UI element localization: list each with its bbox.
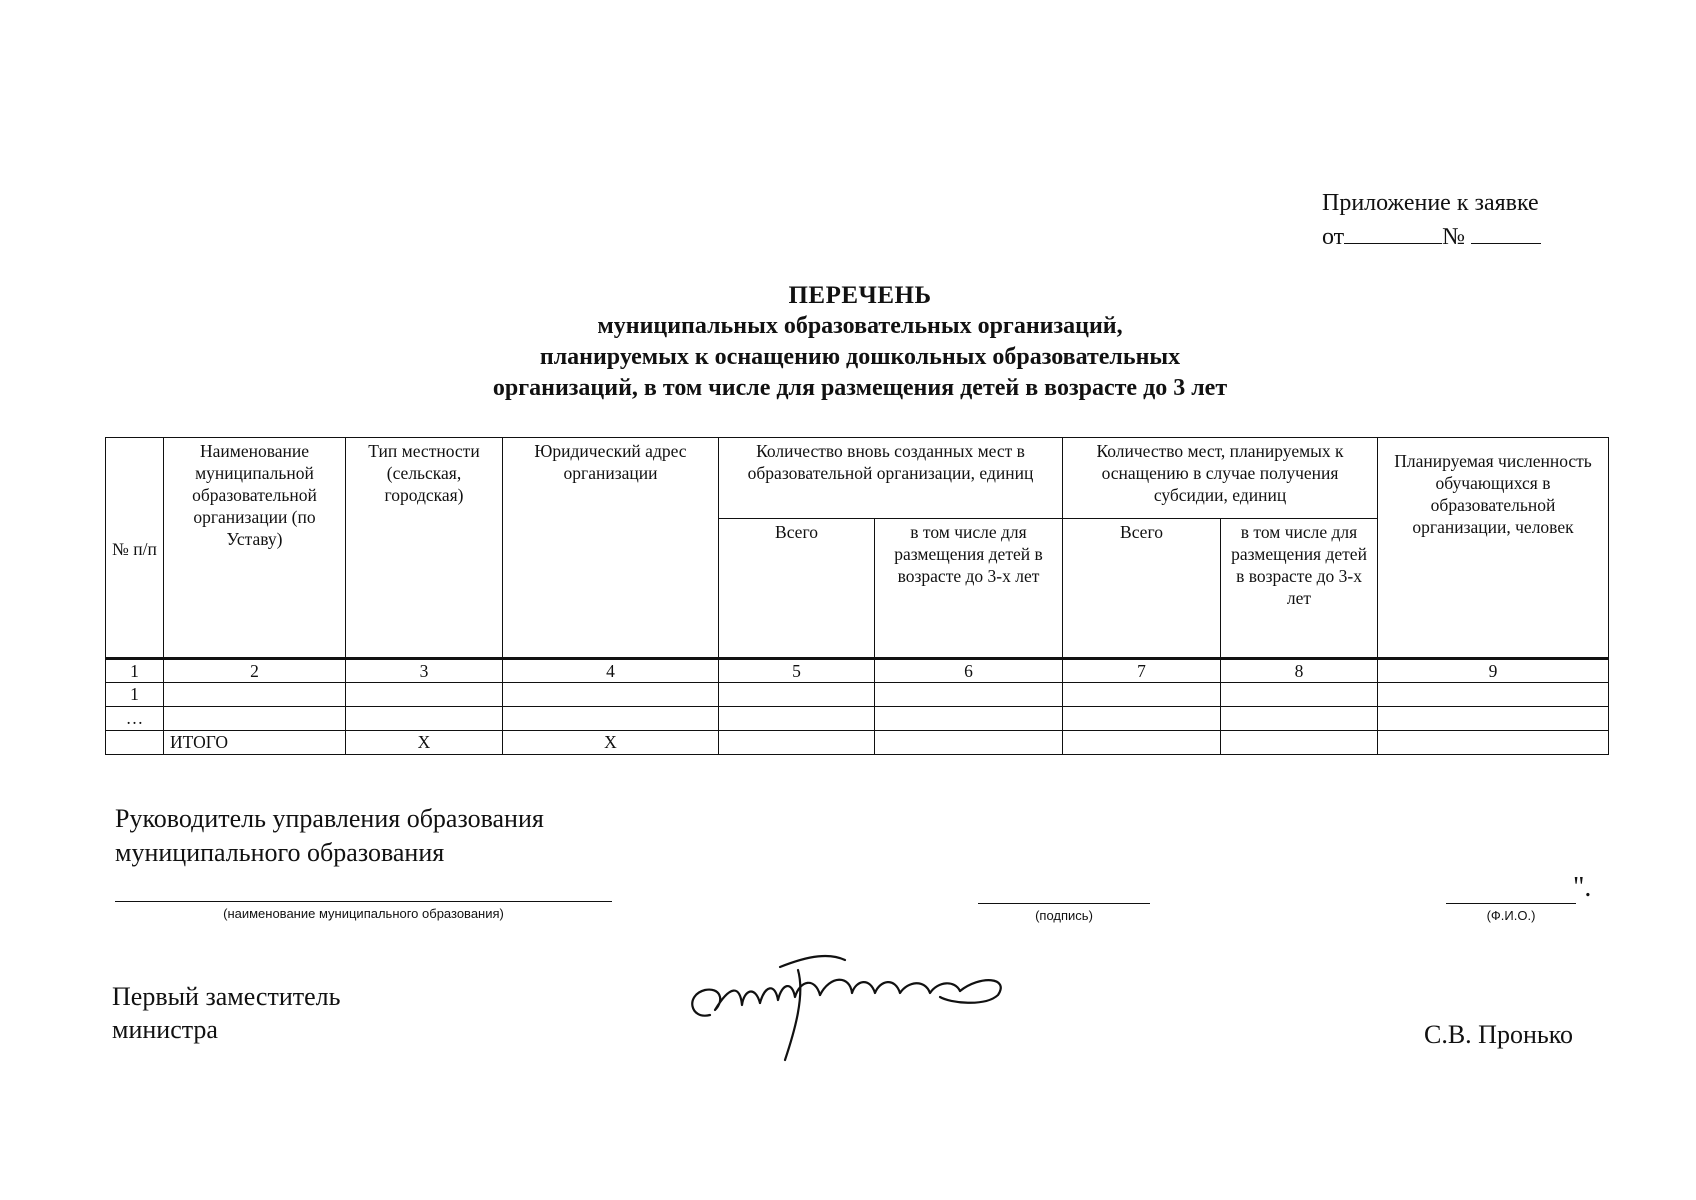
appendix-date-number [1322, 220, 1541, 254]
appendix-number-blank [1471, 221, 1541, 244]
header-planned-places: Количество мест, планируемых к оснащению в случае получения субсидии, единиц [1063, 438, 1378, 519]
appendix-title: Приложение к заявке [1322, 190, 1539, 216]
column-number-row [106, 659, 1609, 683]
table-cell [875, 683, 1063, 707]
table-cell [503, 707, 719, 731]
table-cell [719, 707, 875, 731]
deputy-title-line-1: Первый заместитель [112, 982, 341, 1011]
head-of-education-title [115, 802, 544, 870]
header-address: Юридический адрес организации [503, 438, 719, 659]
municipality-name-line [115, 901, 612, 902]
signer-name: С.В. Пронько [1424, 1020, 1574, 1049]
appendix-from-label: от [1322, 224, 1345, 250]
table-cell [1221, 683, 1378, 707]
header-new-under3: в том числе для размещения детей в возрасте до 3-х лет [875, 519, 1063, 659]
column-number: 8 [1221, 659, 1378, 683]
table-cell [875, 731, 1063, 755]
table-cell: … [106, 707, 164, 731]
table-cell [1221, 731, 1378, 755]
total-row [106, 731, 1609, 755]
header-planned-under3: в том числе для размещения детей в возрасте до 3-х лет [1221, 519, 1378, 659]
column-number: 6 [875, 659, 1063, 683]
signature-caption: (подпись) [1035, 908, 1093, 923]
table-cell [1378, 683, 1609, 707]
table-cell: Х [346, 731, 503, 755]
header-new-places: Количество вновь созданных мест в образовательной организации, единиц [719, 438, 1063, 519]
appendix-no-label: № [1442, 224, 1466, 250]
fio-line [1446, 903, 1576, 904]
municipality-caption: (наименование муниципального образования) [223, 906, 504, 921]
header-num: № п/п [106, 438, 164, 659]
document-title [300, 280, 1420, 404]
fio-caption: (Ф.И.О.) [1486, 908, 1536, 923]
table-cell [164, 707, 346, 731]
column-number: 7 [1063, 659, 1221, 683]
column-number: 2 [164, 659, 346, 683]
column-number: 9 [1378, 659, 1609, 683]
table-cell [1063, 731, 1221, 755]
organizations-table [105, 437, 1609, 755]
table-row [106, 683, 1609, 707]
table-cell [1063, 683, 1221, 707]
table-cell [346, 707, 503, 731]
table-cell: Х [503, 731, 719, 755]
table-cell [1378, 707, 1609, 731]
table-row [106, 707, 1609, 731]
header-planned-total: Всего [1063, 519, 1221, 659]
total-label: ИТОГО [164, 731, 346, 755]
appendix-date-blank [1344, 221, 1442, 244]
table-cell [106, 731, 164, 755]
head-title-line-1: Руководитель управления образования [115, 804, 544, 833]
title-line-1: муниципальных образовательных организаций, [597, 313, 1123, 339]
head-title-line-2: муниципального образования [115, 838, 445, 867]
closing-quote: ". [1573, 872, 1592, 903]
signature-line [978, 903, 1150, 904]
header-name: Наименование муниципальной образовательной организации (по Уставу) [164, 438, 346, 659]
table-cell [503, 683, 719, 707]
table-cell [719, 683, 875, 707]
table-cell [1378, 731, 1609, 755]
header-type: Тип местности (сельская, городская) [346, 438, 503, 659]
handwritten-signature [680, 945, 1030, 1065]
table-cell [719, 731, 875, 755]
table-cell [346, 683, 503, 707]
column-number: 5 [719, 659, 875, 683]
table-cell [164, 683, 346, 707]
deputy-title [112, 980, 340, 1046]
header-students: Планируемая численность обучающихся в образовательной организации, человек [1378, 438, 1609, 659]
column-number: 1 [106, 659, 164, 683]
table-cell: 1 [106, 683, 164, 707]
table-cell [875, 707, 1063, 731]
header-new-total: Всего [719, 519, 875, 659]
appendix-note [1322, 186, 1541, 254]
table-cell [1063, 707, 1221, 731]
header-row-1 [106, 438, 1609, 519]
column-number: 4 [503, 659, 719, 683]
title-line-3: организаций, в том числе для размещения детей в возрасте до 3 лет [492, 375, 1228, 401]
column-number: 3 [346, 659, 503, 683]
title-main: ПЕРЕЧЕНЬ [788, 282, 932, 309]
table-cell [1221, 707, 1378, 731]
title-line-2: планируемых к оснащению дошкольных образовательных [539, 344, 1181, 370]
deputy-title-line-2: министра [112, 1015, 218, 1044]
